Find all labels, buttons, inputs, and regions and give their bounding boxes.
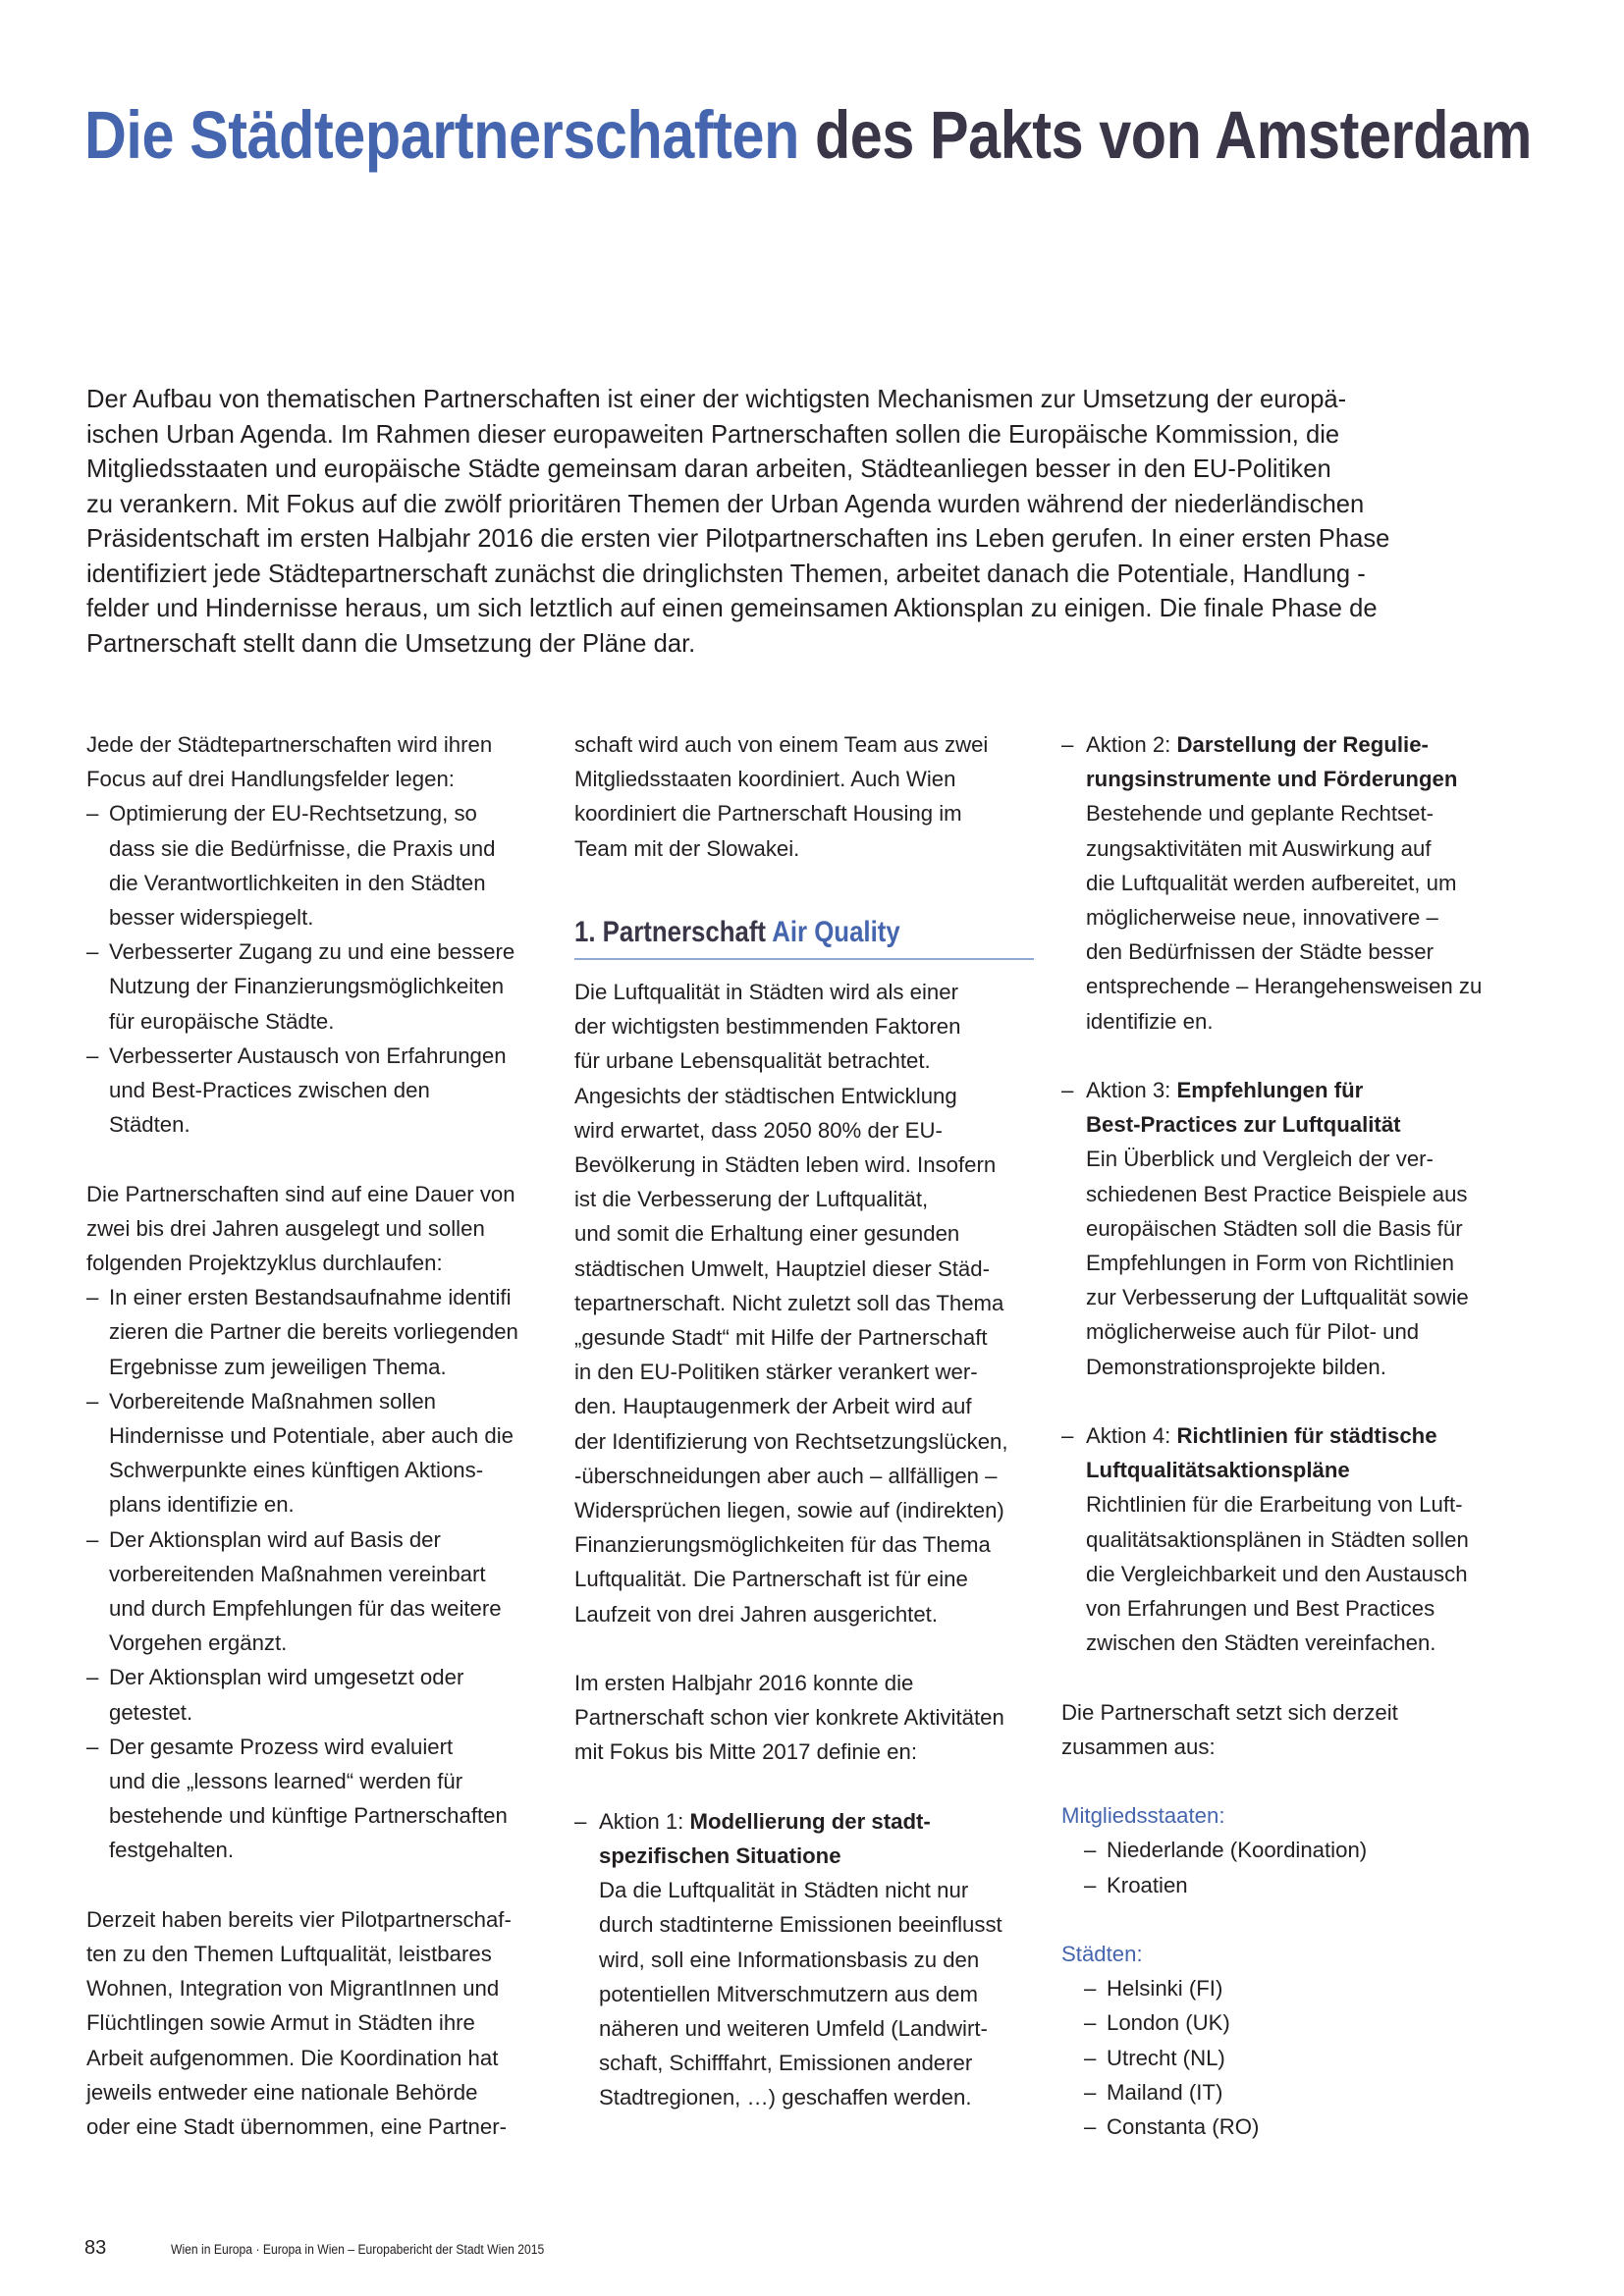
column-3 [1061,727,1533,2144]
list-item: – Constanta (RO) [1084,2114,1260,2140]
text-line: oder eine Stadt übernommen, eine Partner- [86,2114,507,2140]
list-item: – Utrecht (NL) [1084,2045,1225,2070]
text-line: die Vergleichbarkeit und den Austausch [1086,1561,1468,1586]
list-item: – Kroatien [1084,1872,1188,1897]
list-item: – Optimierung der EU-Rechtsetzung, so [86,801,477,827]
text-line: jeweils entweder eine nationale Behörde [86,2079,478,2105]
text-line: qualitätsaktionsplänen in Städten sollen [1086,1526,1469,1552]
text-line: Die Luftqualität in Städten wird als einer [574,980,958,1004]
text-line: europäischen Städten soll die Basis für [1086,1215,1463,1241]
list-item: – Der Aktionsplan wird umgesetzt oder [86,1665,464,1690]
page-title-rest: des Pakts von Amsterdam [798,97,1532,173]
page-footer [84,2237,585,2260]
list-item: – Mailand (IT) [1084,2079,1223,2105]
column-1 [86,727,558,2144]
text-line: Die Partnerschaft setzt sich derzeit [1061,1699,1398,1725]
list-item-line: festgehalten. [109,1838,235,1863]
text-line: Angesichts der städtischen Entwicklung [574,1083,957,1108]
action-2-heading: – Aktion 2: Darstellung der Regulie- [1061,732,1429,757]
text-line: Bevölkerung in Städten leben wird. Insofern [574,1152,997,1178]
action-3-heading: – Aktion 3: Empfehlungen für [1061,1078,1364,1103]
list-item-line: und die „lessons learned“ werden für [109,1769,463,1794]
text-line: Partnerschaft schon vier konkrete Aktivitäten [574,1705,1004,1731]
text-line: zwei bis drei Jahren ausgelegt und sollen [86,1215,485,1241]
text-line: und somit die Erhaltung einer gesunden [574,1221,960,1247]
column-2 [574,727,1036,2115]
text-line: zur Verbesserung der Luftqualität sowie [1086,1285,1469,1310]
list-item-line: und durch Empfehlungen für das weitere [109,1596,502,1622]
intro-line: identifiziert jede Städtepartnerschaft zunächst die dringlichsten Themen, arbeitet danach die Potentiale, Handlung - [86,560,1366,588]
member-states-label: Mitgliedsstaaten: [1061,1803,1225,1829]
list-item-line: Vorgehen ergänzt. [109,1630,288,1656]
list-item-line: Schwerpunkte eines künftigen Aktions- [109,1458,484,1483]
text-line: Da die Luftqualität in Städten nicht nur [599,1878,969,1903]
list-item-line: und Best-Practices zwischen den [109,1078,430,1103]
text-line: mit Fokus bis Mitte 2017 definie en: [574,1739,918,1765]
action-1-heading-line: spezifischen Situatione [599,1843,841,1869]
list-item-line: Ergebnisse zum jeweiligen Thema. [109,1354,447,1379]
list-item-line: Städten. [109,1112,190,1138]
footer-source: Wien in Europa · Europa in Wien – Europabericht der Stadt Wien 2015 [171,2242,545,2257]
page-number: 83 [84,2237,107,2259]
list-item-line: die Verantwortlichkeiten in den Städten [109,870,486,895]
text-line: Im ersten Halbjahr 2016 konnte die [574,1671,914,1696]
text-line: zungsaktivitäten mit Auswirkung auf [1086,835,1432,861]
text-line: Stadtregionen, …) geschaffen werden. [599,2085,972,2110]
intro-line: Partnerschaft stellt dann die Umsetzung der Pläne dar. [86,629,696,658]
list-item: – Der Aktionsplan wird auf Basis der [86,1526,441,1552]
text-line: tepartnerschaft. Nicht zuletzt soll das Thema [574,1290,1004,1315]
text-line: durch stadtinterne Emissionen beeinflusst [599,1912,1002,1938]
text-line: städtischen Umwelt, Hauptziel dieser Städ- [574,1255,990,1281]
text-line: Luftqualität. Die Partnerschaft ist für eine [574,1567,968,1592]
text-line: zusammen aus: [1061,1734,1216,1759]
text-line: ist die Verbesserung der Luftqualität, [574,1187,929,1212]
text-line: identifizie en. [1086,1008,1214,1034]
intro-line: Mitgliedsstaaten und europäische Städte gemeinsam daran arbeiten, Städteanliegen besser in den EU-Politiken [86,455,1331,483]
text-line: Laufzeit von drei Jahren ausgerichtet. [574,1601,939,1627]
cities-label: Städten: [1061,1942,1143,1967]
section-heading: 1. Partnerschaft Air Quality [574,916,900,948]
text-line: Widersprüchen liegen, sowie auf (indirekten) [574,1498,1004,1523]
text-line: wird erwartet, dass 2050 80% der EU- [574,1117,943,1143]
text-line: schaft, Schifffahrt, Emissionen anderer [599,2051,973,2076]
list-item: – In einer ersten Bestandsaufnahme identifi [86,1285,512,1310]
text-line: Richtlinien für die Erarbeitung von Luft- [1086,1492,1463,1518]
intro-line: Präsidentschaft im ersten Halbjahr 2016 die ersten vier Pilotpartnerschaften ins Leben gerufen. In einer ersten Phase [86,525,1390,553]
text-line: von Erfahrungen und Best Practices [1086,1596,1435,1622]
intro-line: Der Aufbau von thematischen Partnerschaften ist einer der wichtigsten Mechanismen zur Umsetzung der europä- [86,386,1347,413]
intro-paragraph [86,383,1515,662]
text-line: den. Hauptaugenmerk der Arbeit wird auf [574,1394,972,1419]
section-divider [574,958,1034,960]
text-line: möglicherweise neue, innovativere – [1086,905,1438,931]
text-line: Jede der Städtepartnerschaften wird ihren [86,732,493,757]
text-line: Arbeit aufgenommen. Die Koordination hat [86,2045,499,2070]
text-line: Empfehlungen in Form von Richtlinien [1086,1251,1454,1276]
page-title [84,94,1532,177]
list-item-line: Nutzung der Finanzierungsmöglichkeiten [109,974,505,999]
text-line: Mitgliedsstaaten koordiniert. Auch Wien [574,767,956,792]
action-2-heading-line: rungsinstrumente und Förderungen [1086,767,1458,792]
list-item: – Verbesserter Zugang zu und eine bessere [86,939,515,965]
intro-line: ischen Urban Agenda. Im Rahmen dieser europaweiten Partnerschaften sollen die Europäische Kommission, die [86,420,1340,449]
text-line: koordiniert die Partnerschaft Housing im [574,801,962,827]
text-line: den Bedürfnissen der Städte besser [1086,939,1434,965]
text-line: schaft wird auch von einem Team aus zwei [574,732,989,757]
text-line: für urbane Lebensqualität betrachtet. [574,1048,931,1074]
list-item: – Niederlande (Koordination) [1084,1838,1368,1863]
text-line: Derzeit haben bereits vier Pilotpartnerschaf- [86,1906,512,1932]
text-line: näheren und weiteren Umfeld (Landwirt- [599,2016,988,2042]
text-line: in den EU-Politiken stärker verankert wer- [574,1360,978,1385]
list-item: – Vorbereitende Maßnahmen sollen [86,1388,437,1414]
text-line: Ein Überblick und Vergleich der ver- [1086,1147,1434,1172]
text-line: Demonstrationsprojekte bilden. [1086,1354,1386,1379]
list-item-line: besser widerspiegelt. [109,905,314,931]
text-line: die Luftqualität werden aufbereitet, um [1086,870,1457,895]
text-line: wird, soll eine Informationsbasis zu den [599,1947,980,1972]
text-line: der wichtigsten bestimmenden Faktoren [574,1014,961,1040]
list-item-line: getestet. [109,1699,193,1725]
list-item: – Verbesserter Austausch von Erfahrungen [86,1042,507,1068]
text-line: „gesunde Stadt“ mit Hilfe der Partnerschaft [574,1325,988,1351]
action-1-heading: – Aktion 1: Modellierung der stadt- [574,1808,931,1834]
text-line: Die Partnerschaften sind auf eine Dauer von [86,1181,515,1206]
text-line: Team mit der Slowakei. [574,835,800,861]
list-item-line: vorbereitenden Maßnahmen vereinbart [109,1561,486,1586]
intro-line: felder und Hindernisse heraus, um sich letztlich auf einen gemeinsamen Aktionsplan zu einigen. Die finale Phase de [86,595,1378,622]
text-line: Bestehende und geplante Rechtset- [1086,801,1435,827]
text-line: möglicherweise auch für Pilot- und [1086,1319,1420,1345]
text-line: -überschneidungen aber auch – allfälligen – [574,1463,998,1488]
text-line: schiedenen Best Practice Beispiele aus [1086,1181,1468,1206]
text-line: entsprechende – Herangehensweisen zu [1086,974,1483,999]
text-line: ten zu den Themen Luftqualität, leistbares [86,1942,492,1967]
text-line: potentiellen Mitverschmutzern aus dem [599,1981,978,2006]
list-item-line: dass sie die Bedürfnisse, die Praxis und [109,835,496,861]
text-line: zwischen den Städten vereinfachen. [1086,1630,1436,1656]
list-item-line: für europäische Städte. [109,1008,335,1034]
list-item: – Helsinki (FI) [1084,1976,1223,2002]
action-4-heading: – Aktion 4: Richtlinien für städtische [1061,1423,1437,1449]
list-item-line: plans identifizie en. [109,1492,295,1518]
text-line: Flüchtlingen sowie Armut in Städten ihre [86,2010,475,2036]
text-line: folgenden Projektzyklus durchlaufen: [86,1251,443,1276]
list-item: – Der gesamte Prozess wird evaluiert [86,1734,454,1759]
intro-line: zu verankern. Mit Fokus auf die zwölf prioritären Themen der Urban Agenda wurden während der niederländischen [86,490,1365,518]
page-title-accent: Die Städtepartnerschaften [84,97,799,173]
list-item-line: Hindernisse und Potentiale, aber auch die [109,1423,514,1449]
text-line: der Identifizierung von Rechtsetzungslücken, [574,1428,1008,1454]
text-line: Wohnen, Integration von MigrantInnen und [86,1976,500,2002]
action-4-heading-line: Luftqualitätsaktionspläne [1086,1458,1350,1483]
text-line: Focus auf drei Handlungsfelder legen: [86,767,455,792]
action-3-heading-line: Best-Practices zur Luftqualität [1086,1112,1401,1138]
list-item: – London (UK) [1084,2010,1230,2036]
text-line: Finanzierungsmöglichkeiten für das Thema [574,1532,991,1558]
list-item-line: zieren die Partner die bereits vorliegenden [109,1319,518,1345]
list-item-line: bestehende und künftige Partnerschaften [109,1803,508,1829]
